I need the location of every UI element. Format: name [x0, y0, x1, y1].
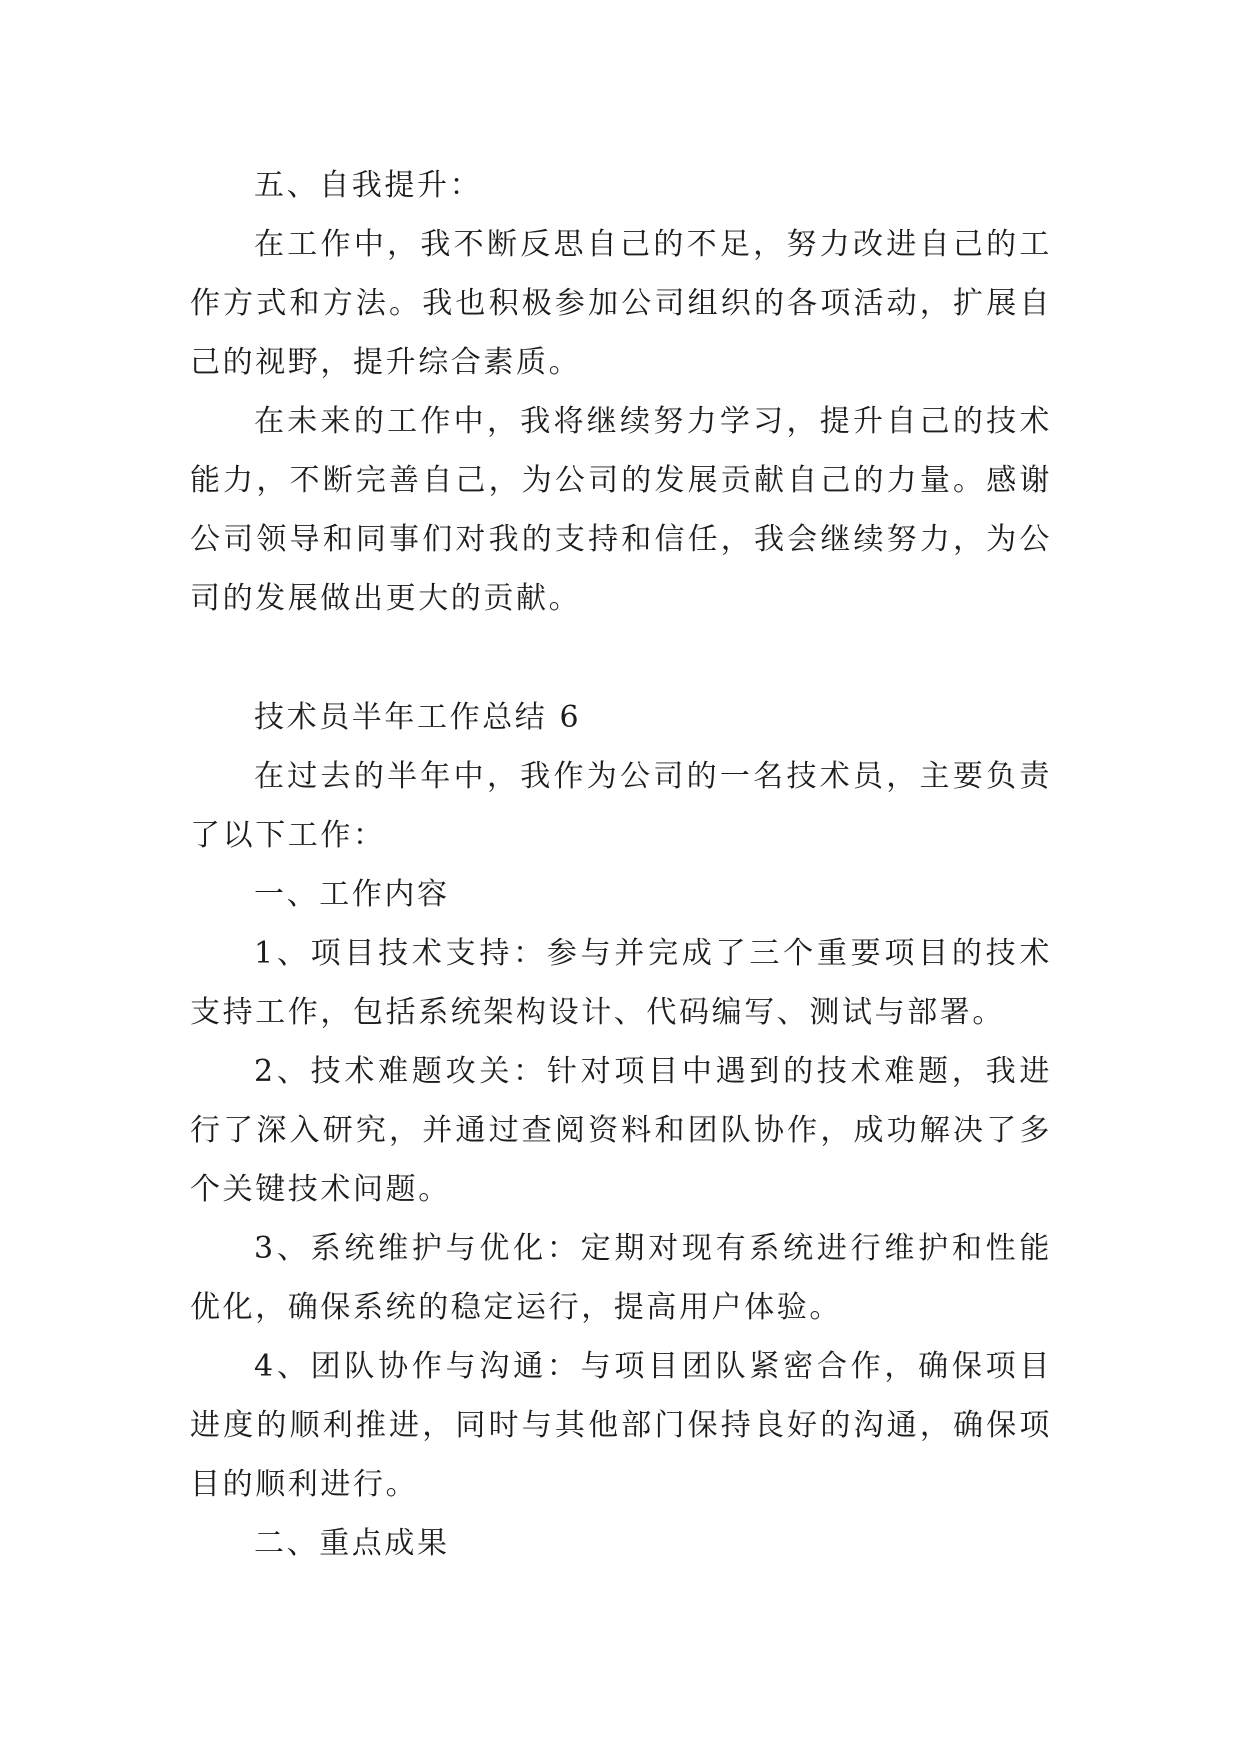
- section-heading-key-results: 二、重点成果: [254, 1526, 450, 1561]
- document-body: [190, 156, 1052, 1573]
- paragraph: 在未来的工作中，我将继续努力学习，提升自己的技术能力，不断完善自己，为公司的发展贡献自己的力量。感谢公司领导和同事们对我的支持和信任，我会继续努力，为公司的发展做出更大的贡献。: [190, 404, 1052, 616]
- section-heading-work-content: 一、工作内容: [254, 877, 450, 912]
- list-item: 1、项目技术支持：参与并完成了三个重要项目的技术支持工作，包括系统架构设计、代码编写、测试与部署。: [190, 936, 1052, 1030]
- document-title: 技术员半年工作总结 6: [254, 700, 582, 735]
- list-item: 3、系统维护与优化：定期对现有系统进行维护和性能优化，确保系统的稳定运行，提高用户体验。: [190, 1231, 1052, 1325]
- section-heading-self-improvement: 五、自我提升：: [254, 168, 483, 203]
- paragraph: 在工作中，我不断反思自己的不足，努力改进自己的工作方式和方法。我也积极参加公司组织的各项活动，扩展自己的视野，提升综合素质。: [190, 227, 1052, 380]
- list-item: 2、技术难题攻关：针对项目中遇到的技术难题，我进行了深入研究，并通过查阅资料和团队协作，成功解决了多个关键技术问题。: [190, 1054, 1052, 1207]
- paragraph: 在过去的半年中，我作为公司的一名技术员，主要负责了以下工作：: [190, 759, 1052, 853]
- list-item: 4、团队协作与沟通：与项目团队紧密合作，确保项目进度的顺利推进，同时与其他部门保持良好的沟通，确保项目的顺利进行。: [190, 1349, 1052, 1502]
